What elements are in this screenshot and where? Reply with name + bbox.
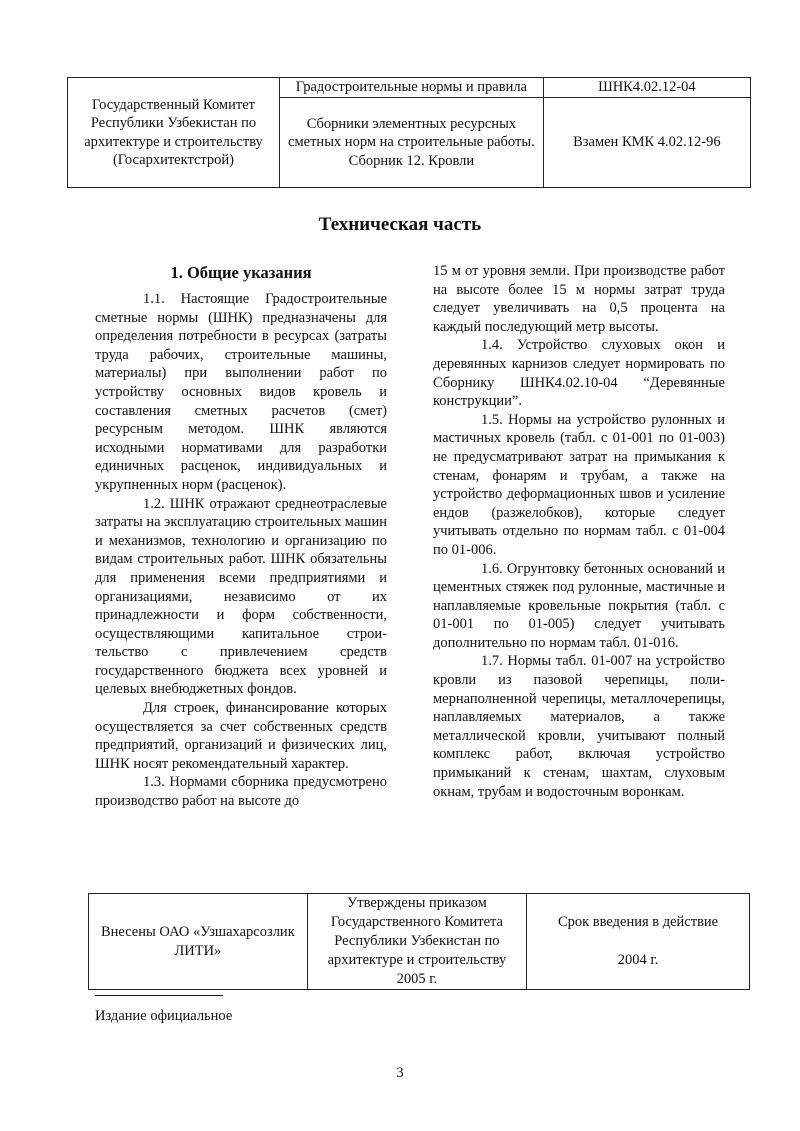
- paragraph-1-3: 1.3. Нормами сборника предусмотрено производство работ на высоте до: [95, 774, 387, 810]
- footer-table: [88, 893, 750, 990]
- right-column: [433, 262, 725, 801]
- left-column: [95, 262, 387, 811]
- footnote-divider: [95, 995, 223, 996]
- page-title: Техническая часть: [318, 214, 482, 235]
- footer-effective-label: Срок введения в действие: [557, 914, 719, 930]
- footer-approved: Утверждены приказом Государственного Комитета Республики Узбекистан по архитектуре и строительству 2005 г.: [307, 894, 526, 990]
- paragraph-1-2-note: Для строек, финансирование которых осуществляется за счет собственных средств предприятий, организаций и физических лиц, ШНК носят рекомендательный характер.: [95, 700, 387, 772]
- paragraph-1-1: 1.1. Настоящие Градостроительные сметные нормы (ШНК) предназначены для определения потребности в ресурсах (затраты труда рабочих, строительные машины, материалы) при выполнении работ по устройству основных видов кровель и составления сметных расчетов (смет) ресурсным методом. ШНК являются исходными нормативами для разработки единичных расценок, индивидуальных и укрупненных норм (расценок).: [95, 291, 387, 493]
- footer-introduced: Внесены ОАО «Узшахарсозлик ЛИТИ»: [89, 894, 308, 990]
- header-norms-title: Градостроительные нормы и правила: [280, 78, 544, 98]
- paragraph-1-3-continuation: 15 м от уровня земли. При производстве работ на высоте более 15 м нормы затрат труда следует увеличивать на 0,5 процента на каждый последующий метр высоты.: [433, 263, 725, 335]
- header-table: [67, 77, 751, 188]
- page-number: 3: [396, 1065, 404, 1081]
- paragraph-1-7: 1.7. Нормы табл. 01-007 на устройство кровли из пазовой черепицы, полимернаполненной черепицы, металлочерепицы, наплавляемых материалов, а также металлической кровли, учитывают полный комплекс работ, включая устройство примыканий к стенам, шахтам, слуховым окнам, трубам и водосточным воронкам.: [433, 653, 725, 800]
- header-collection: Сборники элементных ресурсных сметных норм на строительные работы. Сборник 12. Кровли: [280, 97, 544, 188]
- paragraph-1-5: 1.5. Нормы на устройство рулонных и мастичных кровель (табл. с 01-001 по 01-003) не предусматривают затрат на примыкания к стенам, фонарям и трубам, а также на устройство деформационных швов и усиление ендов (разжелобков), которые следует учитывать отдельно по нормам табл. с 01-004 по 01-006.: [433, 411, 725, 558]
- footer-effective: [527, 894, 750, 990]
- header-org: Государственный Комитет Республики Узбекистан по архитектуре и строительству (Госархитектстрой): [68, 78, 280, 188]
- paragraph-1-4: 1.4. Устройство слуховых окон и деревянных карнизов следует нормировать по Сборнику ШНК4.02.10-04 “Деревянные конструкции”.: [433, 337, 725, 410]
- section-heading: 1. Общие указания: [170, 263, 312, 282]
- paragraph-1-6: 1.6. Огрунтовку бетонных оснований и цементных стяжек под рулонные, мастичные и наплавляемые кровельные покрытия (табл. с 01-001 по 01-005) следует учитывать дополнительно по нормам табл. 01-016.: [433, 560, 725, 651]
- header-replaces: Взамен КМК 4.02.12-96: [543, 97, 750, 188]
- paragraph-1-2: 1.2. ШНК отражают среднеотраслевые затраты на эксплуатацию строительных машин и механизмов, технологию и организацию по видам строительных работ. ШНК обязательны для применения всеми предприятиями и организациями, независимо от их принадлежности и форм собственности, осуществляющими капитальное строительство с привлечением средств государственного бюджета всех уровней и целевых внебюджетных фондов.: [95, 495, 387, 698]
- official-edition: Издание официальное: [95, 1008, 233, 1024]
- footer-effective-year: 2004 г.: [617, 952, 659, 968]
- header-code: ШНК4.02.12-04: [543, 78, 750, 98]
